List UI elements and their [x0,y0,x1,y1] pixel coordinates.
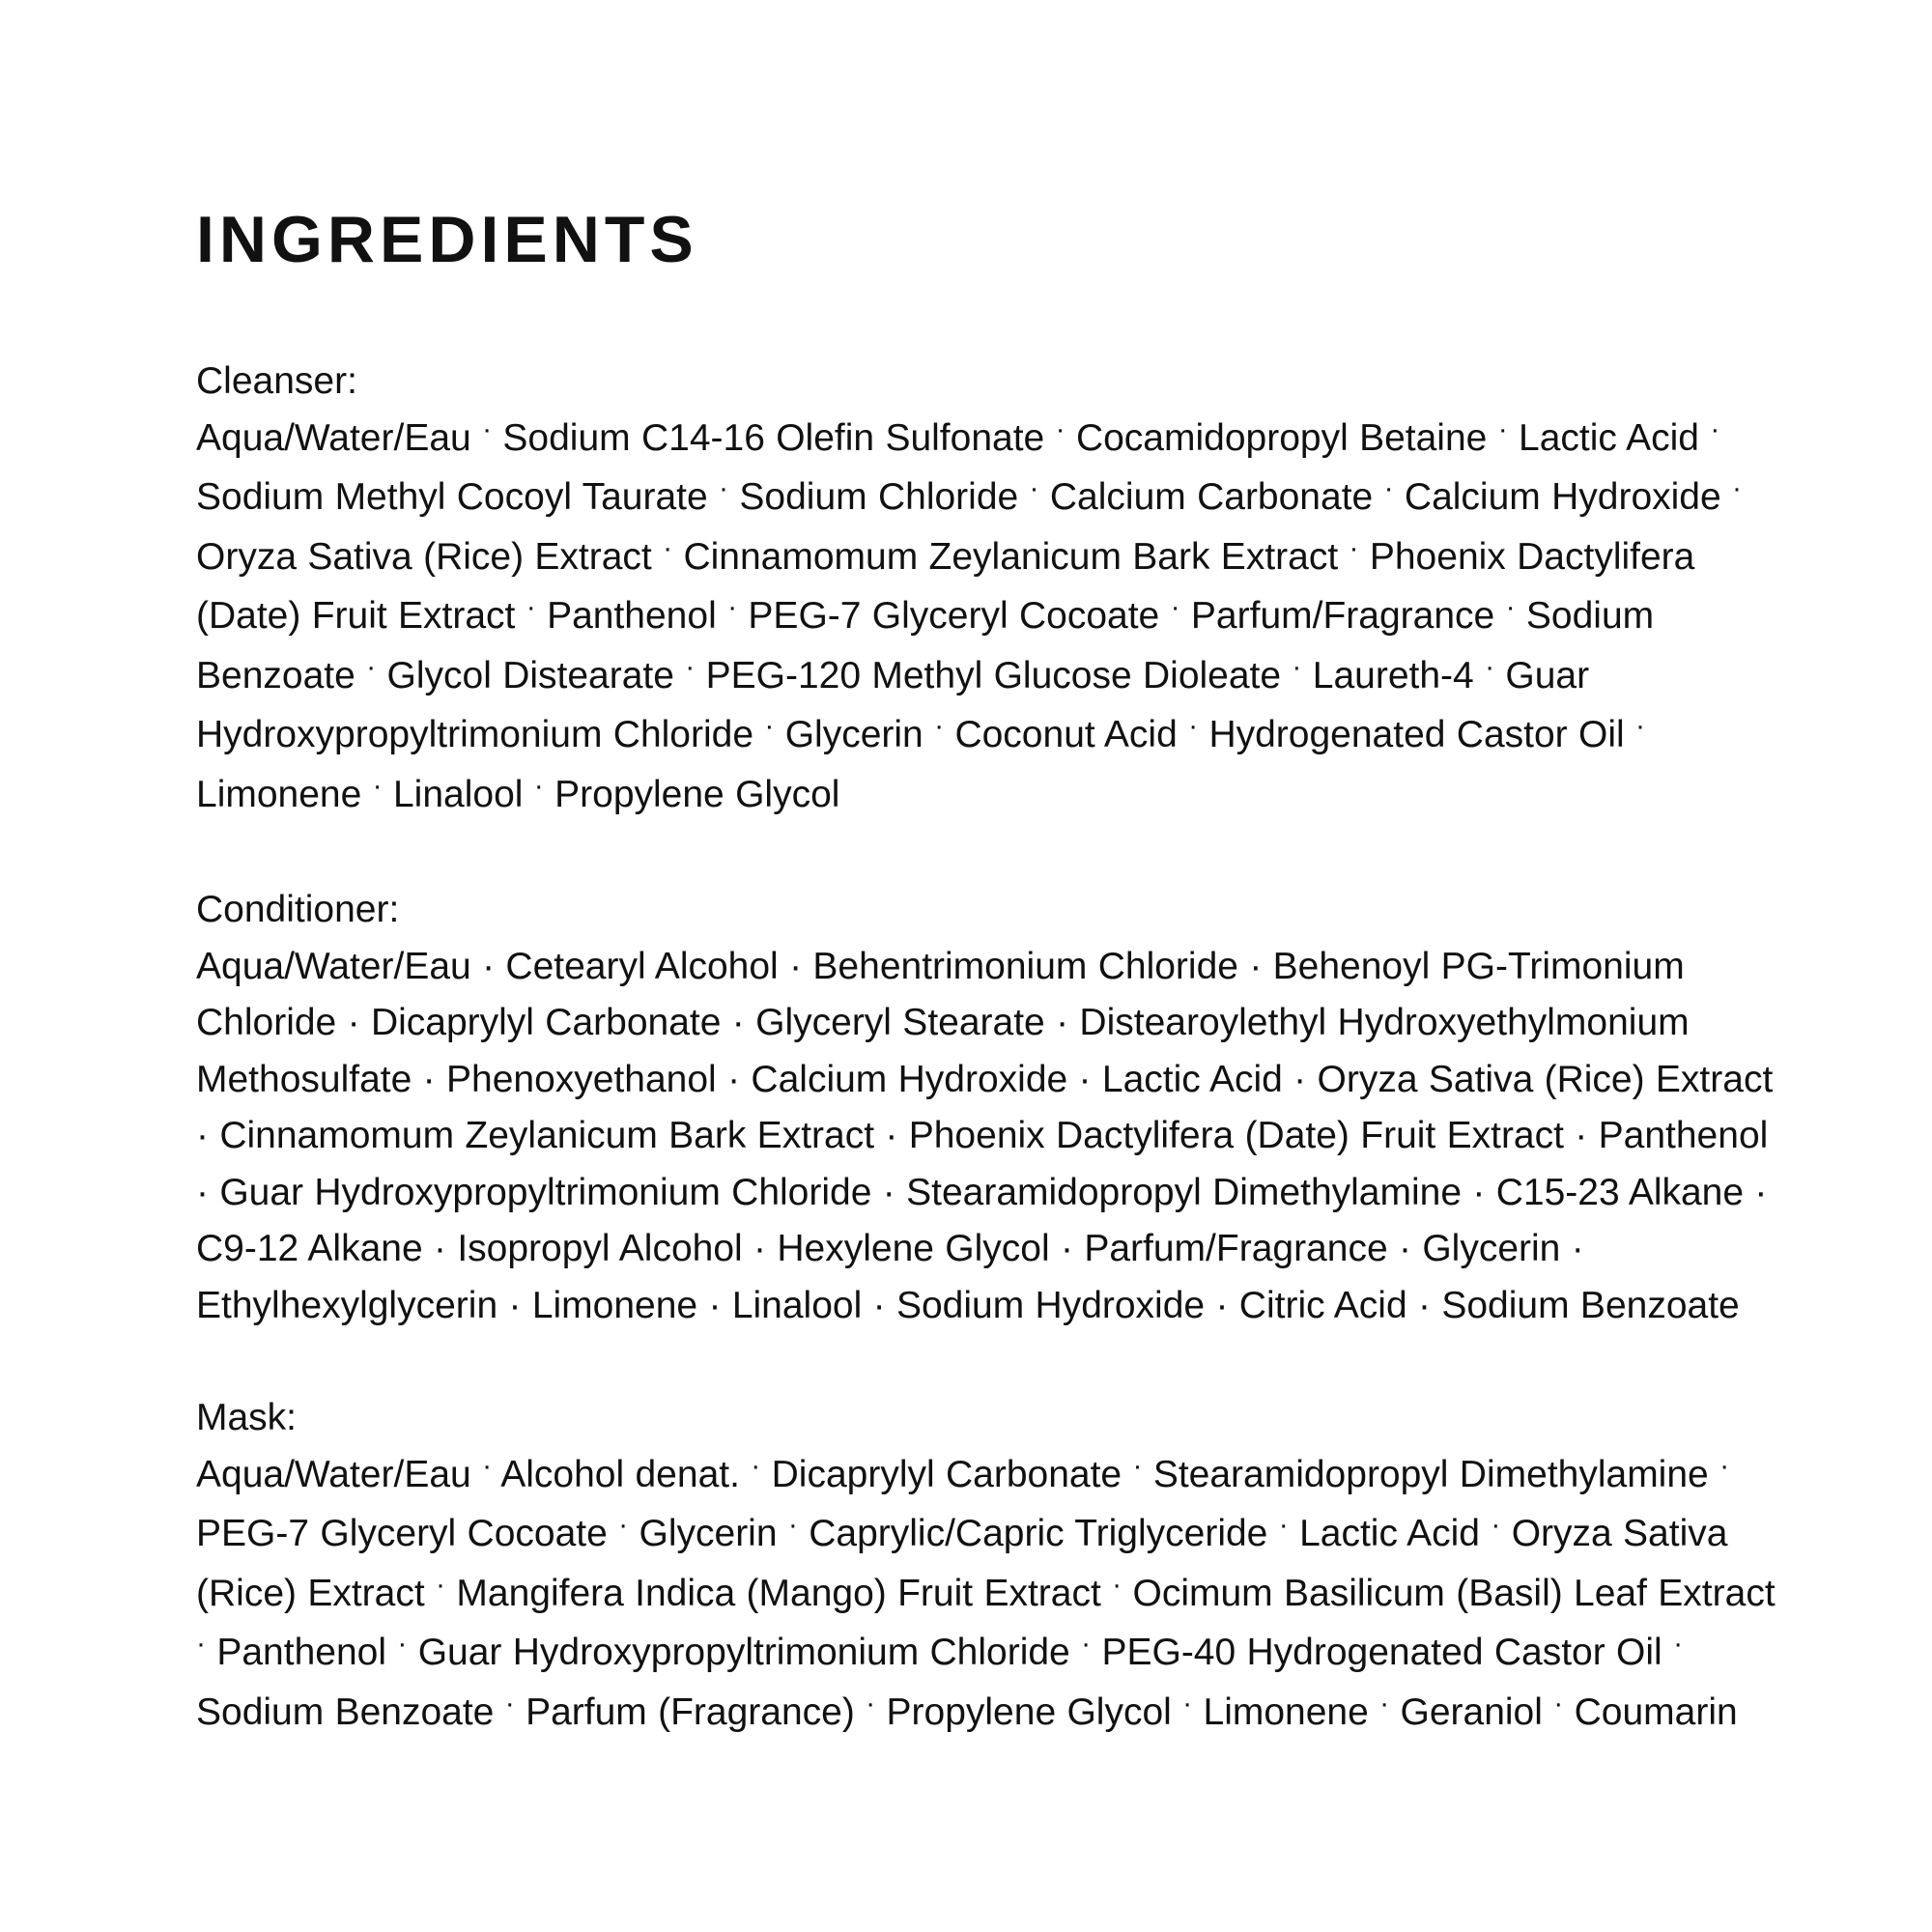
ingredient-item: PEG-7 Glyceryl Cocoate [748,595,1160,637]
ingredient-separator: · [1029,472,1039,504]
ingredient-item: Sodium Methyl Cocoyl Taurate [196,476,708,518]
ingredient-item: PEG-40 Hydrogenated Castor Oil [1101,1632,1662,1673]
ingredient-item: Oryza Sativa (Rice) Extract [196,1513,1728,1614]
ingredient-item: Sodium Benzoate [196,1690,495,1733]
ingredient-item: Parfum/Fragrance [1084,1228,1388,1269]
ingredient-item: Phoenix Dactylifera (Date) Fruit Extract [908,1115,1564,1156]
ingredient-item: Laureth-4 [1312,654,1474,696]
ingredient-separator: · [422,1058,436,1100]
ingredient-separator: · [727,1058,741,1100]
ingredient-separator: · [719,472,729,504]
ingredient-item: Limonene [196,773,362,815]
ingredient-item: Sodium Benzoate [196,595,1655,696]
ingredient-item: Dicaprylyl Carbonate [771,1453,1122,1495]
ingredient-separator: · [1673,1628,1684,1660]
ingredient-separator: · [1472,1171,1486,1213]
ingredient-separator: · [1575,1115,1588,1156]
ingredient-separator: · [196,1628,206,1660]
ingredient-item: Glycol Distearate [386,654,674,696]
ingredient-list [196,411,1780,827]
ingredient-item: Phenoxyethanol [446,1058,717,1100]
ingredient-item: Oryza Sativa (Rice) Extract [1317,1058,1774,1100]
ingredient-separator: · [663,531,673,564]
ingredient-item: Stearamidopropyl Dimethylamine [906,1171,1463,1213]
ingredient-item: Glycerin [784,714,923,755]
ingredient-separator: · [1349,531,1359,564]
ingredient-separator: · [1491,1509,1501,1541]
ingredient-item: Glycerin [639,1513,778,1554]
ingredient-item: Propylene Glycol [554,773,840,815]
ingredient-item: Alcohol denat. [500,1453,740,1495]
ingredient-separator: · [533,769,544,802]
ingredient-separator: · [1182,1687,1193,1719]
ingredient-item: Panthenol [216,1632,386,1673]
ingredient-separator: · [482,945,496,987]
ingredient-item: Cetearyl Alcohol [505,945,779,987]
ingredient-item: Coconut Acid [954,714,1178,755]
ingredient-item: Geraniol [1400,1690,1543,1733]
ingredient-item: Sodium Benzoate [1441,1284,1740,1326]
ingredient-list [196,1447,1780,1745]
ingredient-separator: · [366,650,377,683]
ingredient-item: Aqua/Water/Eau [196,1453,471,1495]
ingredient-separator: · [482,1449,493,1482]
ingredient-item: Calcium Carbonate [1049,476,1374,518]
ingredient-separator: · [1278,1509,1289,1541]
ingredient-item: Oryza Sativa (Rice) Extract [196,535,652,578]
ingredient-separator: · [731,1002,745,1043]
ingredient-item: Lactic Acid [1101,1058,1283,1100]
ingredient-separator: · [882,1171,895,1213]
ingredient-item: Guar Hydroxypropyltrimonium Chloride [219,1171,872,1213]
ingredient-item: Lactic Acid [1299,1513,1480,1554]
section-cleanser [196,354,1780,826]
section-label: Conditioner: [196,889,400,930]
ingredient-item: Caprylic/Capric Triglyceride [809,1513,1268,1554]
ingredient-item: Lactic Acid [1519,416,1699,459]
ingredient-item: Panthenol [547,595,717,637]
ingredient-item: C9-12 Alkane [196,1228,423,1269]
ingredient-separator: · [508,1284,522,1326]
ingredient-separator: · [727,591,738,623]
ingredient-separator: · [1754,1171,1768,1213]
ingredient-separator: · [526,591,536,623]
ingredient-item: Distearoylethyl Hydroxyethylmonium Methosulfate [196,1002,1690,1100]
ingredient-item: Stearamidopropyl Dimethylamine [1152,1453,1709,1495]
ingredient-item: Limonene [1203,1690,1369,1733]
ingredient-separator: · [1635,710,1646,742]
ingredient-separator: · [1249,945,1263,987]
ingredient-separator: · [872,1284,886,1326]
ingredient-separator: · [196,1171,209,1213]
ingredient-separator: · [397,1628,408,1660]
ingredient-separator: · [1078,1058,1092,1100]
ingredient-item: Cocamidopropyl Betaine [1075,416,1488,459]
ingredient-separator: · [482,412,493,445]
ingredient-item: Dicaprylyl Carbonate [370,1002,722,1043]
ingredient-separator: · [436,1568,446,1601]
ingredient-item: Parfum/Fragrance [1190,595,1495,637]
ingredient-list [196,939,1780,1335]
ingredient-separator: · [789,945,803,987]
ingredient-item: Guar Hydroxypropyltrimonium Chloride [196,654,1590,755]
ingredient-separator: · [196,1115,209,1156]
ingredient-item: Hydrogenated Castor Oil [1208,714,1625,755]
ingredient-item: Hexylene Glycol [777,1228,1050,1269]
ingredient-separator: · [1170,591,1180,623]
ingredient-separator: · [1112,1568,1122,1601]
ingredient-separator: · [434,1228,446,1269]
ingredient-separator: · [504,1687,515,1719]
ingredient-item: Cinnamomum Zeylanicum Bark Extract [219,1115,875,1156]
ingredient-separator: · [1418,1284,1432,1326]
section-mask [196,1390,1780,1744]
ingredient-item: Calcium Hydroxide [751,1058,1068,1100]
ingredient-separator: · [1188,710,1199,742]
section-label: Mask: [196,1397,298,1438]
ingredient-separator: · [885,1115,898,1156]
ingredient-separator: · [1398,1228,1411,1269]
section-label: Cleanser: [196,360,357,402]
ingredient-separator: · [1055,412,1065,445]
ingredient-separator: · [1497,412,1508,445]
ingredient-separator: · [1379,1687,1390,1719]
ingredient-item: Sodium Chloride [739,476,1019,518]
ingredient-item: PEG-7 Glyceryl Cocoate [196,1513,608,1554]
ingredient-separator: · [1571,1228,1584,1269]
ingredient-separator: · [751,1449,761,1482]
ingredient-item: Glycerin [1422,1228,1561,1269]
ingredient-item: Linalool [731,1284,863,1326]
ingredient-item: Limonene [531,1284,698,1326]
ingredient-separator: · [787,1509,798,1541]
ingredient-item: Glyceryl Stearate [755,1002,1045,1043]
ingredient-item: Cinnamomum Zeylanicum Bark Extract [683,535,1339,578]
ingredient-separator: · [1056,1002,1069,1043]
ingredient-separator: · [1215,1284,1229,1326]
ingredient-item: Linalool [392,773,524,815]
ingredient-item: PEG-120 Methyl Glucose Dioleate [705,654,1282,696]
ingredient-item: Guar Hydroxypropyltrimonium Chloride [417,1632,1070,1673]
ingredient-item: Isopropyl Alcohol [457,1228,743,1269]
ingredient-separator: · [1485,650,1495,683]
ingredient-item: Propylene Glycol [886,1690,1172,1733]
ingredient-sections [196,354,1780,1744]
ingredient-item: Ethylhexylglycerin [196,1284,498,1326]
ingredient-separator: · [1293,1058,1307,1100]
ingredient-separator: · [1292,650,1302,683]
ingredient-separator: · [866,1687,876,1719]
ingredient-item: Coumarin [1574,1690,1738,1733]
ingredient-separator: · [1132,1449,1143,1482]
ingredient-item: Mangifera Indica (Mango) Fruit Extract [456,1572,1101,1614]
ingredient-item: Behentrimonium Chloride [812,945,1238,987]
ingredient-separator: · [685,650,696,683]
ingredient-item: Behenoyl PG-Trimonium Chloride [196,945,1685,1043]
ingredient-separator: · [347,1002,360,1043]
ingredient-separator: · [618,1509,629,1541]
ingredient-item: Citric Acid [1238,1284,1407,1326]
ingredient-separator: · [1081,1628,1092,1660]
ingredient-separator: · [1505,591,1516,623]
ingredient-item: Phoenix Dactylifera (Date) Fruit Extract [196,535,1695,637]
ingredients-page [196,201,1780,1800]
section-conditioner [196,882,1780,1334]
ingredient-separator: · [372,769,383,802]
page-title: INGREDIENTS [196,203,698,276]
ingredient-separator: · [764,710,775,742]
ingredient-separator: · [1732,472,1743,504]
ingredient-item: Parfum (Fragrance) [526,1690,855,1733]
ingredient-item: Sodium Hydroxide [895,1284,1206,1326]
ingredient-item: Panthenol [1598,1115,1769,1156]
ingredient-item: Calcium Hydroxide [1404,476,1721,518]
ingredient-separator: · [1553,1687,1564,1719]
ingredient-item: Aqua/Water/Eau [196,945,471,987]
ingredient-item: Aqua/Water/Eau [196,416,471,459]
ingredient-separator: · [1061,1228,1073,1269]
ingredient-item: C15-23 Alkane [1495,1171,1745,1213]
ingredient-item: Sodium C14-16 Olefin Sulfonate [502,416,1045,459]
ingredient-separator: · [708,1284,722,1326]
ingredient-separator: · [1719,1449,1730,1482]
ingredient-separator: · [1710,412,1720,445]
ingredient-separator: · [1383,472,1394,504]
ingredient-separator: · [934,710,945,742]
ingredient-item: Ocimum Basilicum (Basil) Leaf Extract [1132,1572,1776,1614]
ingredient-separator: · [753,1228,767,1269]
